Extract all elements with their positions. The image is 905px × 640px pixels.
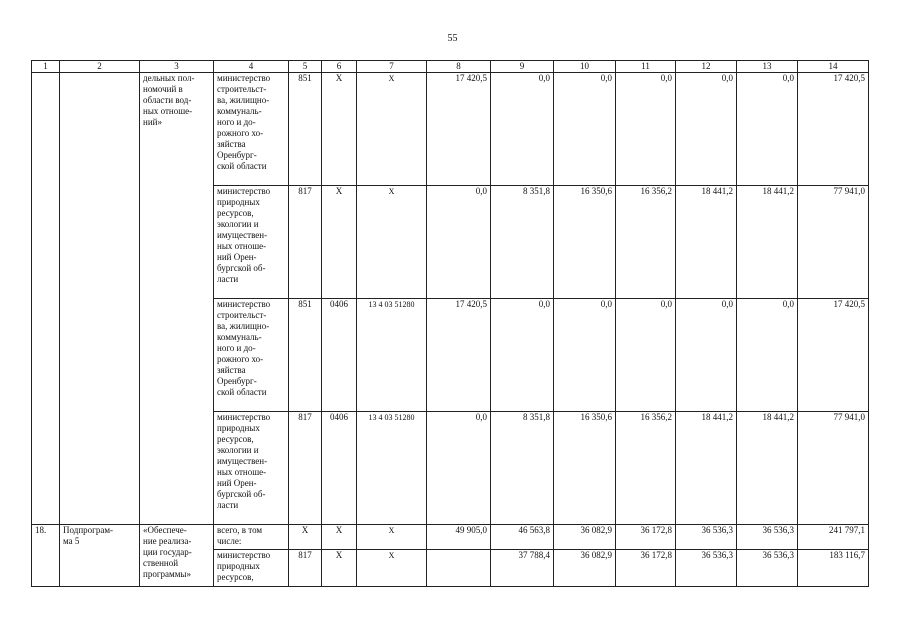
column-number: 8	[427, 61, 491, 73]
cell-v2023: 0,0	[676, 73, 737, 186]
column-number: 6	[322, 61, 357, 73]
cell-num	[32, 73, 60, 525]
column-number: 7	[357, 61, 427, 73]
cell-v2020: 8 351,8	[491, 412, 554, 525]
cell-v2020: 37 788,4	[491, 550, 554, 587]
cell-line: ласти	[217, 274, 239, 284]
cell-line: природных	[217, 561, 260, 571]
cell-line: ние реализа-	[143, 536, 192, 546]
cell-line: области вод-	[143, 95, 192, 105]
cell-v2024: 18 441,2	[737, 186, 798, 299]
cell-csr: 13 4 03 51280	[357, 412, 427, 525]
cell-v2021: 16 350,6	[554, 412, 616, 525]
cell-grbs: 817	[289, 550, 322, 587]
cell-line: бургской об-	[217, 489, 266, 499]
cell-line: ва, жилищно-	[217, 95, 270, 105]
cell-executor	[214, 186, 289, 299]
cell-v2020: 0,0	[491, 73, 554, 186]
cell-v2022: 16 356,2	[616, 412, 676, 525]
cell-v2019: 0,0	[427, 186, 491, 299]
cell-executor	[214, 73, 289, 186]
column-number: 14	[798, 61, 869, 73]
cell-csr: X	[357, 186, 427, 299]
cell-line: ных отноше-	[143, 106, 193, 116]
cell-v2021: 16 350,6	[554, 186, 616, 299]
cell-csr: X	[357, 550, 427, 587]
cell-line: бургской об-	[217, 263, 266, 273]
cell-line: ресурсов,	[217, 572, 254, 582]
cell-v2024: 0,0	[737, 299, 798, 412]
cell-v2020: 46 563,8	[491, 525, 554, 550]
cell-line: ний Орен-	[217, 478, 257, 488]
cell-v2019: 0,0	[427, 412, 491, 525]
cell-line: коммуналь-	[217, 332, 262, 342]
cell-v2022: 0,0	[616, 73, 676, 186]
cell-line: номочий в	[143, 84, 183, 94]
cell-v2024: 18 441,2	[737, 412, 798, 525]
budget-table	[31, 60, 869, 587]
cell-rzpr: X	[322, 550, 357, 587]
column-number: 13	[737, 61, 798, 73]
cell-grbs: X	[289, 525, 322, 550]
cell-v2024: 0,0	[737, 73, 798, 186]
cell-total: 183 116,7	[798, 550, 869, 587]
cell-line: экологии и	[217, 219, 259, 229]
column-number: 5	[289, 61, 322, 73]
cell-v2022: 36 172,8	[616, 550, 676, 587]
cell-v2023: 18 441,2	[676, 186, 737, 299]
table-row	[32, 73, 869, 186]
cell-v2023: 0,0	[676, 299, 737, 412]
cell-line: имуществен-	[217, 456, 268, 466]
cell-v2019: 17 420,5	[427, 299, 491, 412]
cell-line: ных отноше-	[217, 241, 267, 251]
cell-line: числе:	[217, 536, 242, 546]
cell-rzpr: 0406	[322, 412, 357, 525]
cell-line: ного и до-	[217, 117, 256, 127]
cell-grbs: 817	[289, 412, 322, 525]
cell-csr: 13 4 03 51280	[357, 299, 427, 412]
cell-csr: X	[357, 525, 427, 550]
cell-line: ресурсов,	[217, 434, 254, 444]
cell-v2023: 36 536,3	[676, 550, 737, 587]
cell-grbs: 851	[289, 299, 322, 412]
page-number: 55	[447, 33, 458, 44]
column-number: 4	[214, 61, 289, 73]
cell-line: Подпрограм-	[63, 525, 114, 535]
cell-executor	[214, 525, 289, 550]
cell-line: зяйства	[217, 365, 246, 375]
cell-line: министерство	[217, 73, 271, 83]
cell-line: всего, в том	[217, 525, 263, 535]
cell-line: ции государ-	[143, 547, 192, 557]
cell-line: Оренбург-	[217, 376, 257, 386]
cell-line: ственной	[143, 558, 179, 568]
cell-rzpr: 0406	[322, 299, 357, 412]
cell-line: имуществен-	[217, 230, 268, 240]
cell-v2021: 0,0	[554, 299, 616, 412]
cell-total: 17 420,5	[798, 299, 869, 412]
cell-line: Оренбург-	[217, 150, 257, 160]
cell-status	[60, 73, 140, 525]
cell-csr: X	[357, 73, 427, 186]
cell-v2021: 36 082,9	[554, 550, 616, 587]
cell-line: дельных пол-	[143, 73, 195, 83]
cell-line: рожного хо-	[217, 354, 264, 364]
cell-executor	[214, 550, 289, 587]
cell-line: ской области	[217, 161, 267, 171]
column-number: 9	[491, 61, 554, 73]
cell-status	[60, 525, 140, 587]
cell-line: министерство	[217, 550, 271, 560]
column-number: 11	[616, 61, 676, 73]
cell-line: ний Орен-	[217, 252, 257, 262]
cell-name	[140, 73, 214, 525]
column-number: 10	[554, 61, 616, 73]
cell-line: ного и до-	[217, 343, 256, 353]
cell-line: ской области	[217, 387, 267, 397]
cell-grbs: 817	[289, 186, 322, 299]
cell-v2019: 17 420,5	[427, 73, 491, 186]
cell-line: ма 5	[63, 536, 80, 546]
cell-rzpr: X	[322, 186, 357, 299]
cell-v2020: 8 351,8	[491, 186, 554, 299]
cell-v2022: 36 172,8	[616, 525, 676, 550]
cell-v2022: 0,0	[616, 299, 676, 412]
cell-v2023: 36 536,3	[676, 525, 737, 550]
column-number: 1	[32, 61, 60, 73]
cell-line: ний»	[143, 117, 162, 127]
cell-total: 77 941,0	[798, 186, 869, 299]
cell-v2024: 36 536,3	[737, 525, 798, 550]
cell-line: природных	[217, 423, 260, 433]
cell-line: ных отноше-	[217, 467, 267, 477]
cell-line: ресурсов,	[217, 208, 254, 218]
cell-v2020: 0,0	[491, 299, 554, 412]
cell-line: экологии и	[217, 445, 259, 455]
cell-total: 77 941,0	[798, 412, 869, 525]
cell-line: министерство	[217, 186, 271, 196]
cell-grbs: 851	[289, 73, 322, 186]
cell-v2021: 0,0	[554, 73, 616, 186]
column-number-row	[32, 61, 869, 73]
cell-name	[140, 525, 214, 587]
cell-num: 18.	[32, 525, 60, 587]
column-number: 12	[676, 61, 737, 73]
cell-line: «Обеспече-	[143, 525, 187, 535]
cell-executor	[214, 412, 289, 525]
cell-line: министерство	[217, 412, 271, 422]
cell-line: программы»	[143, 569, 191, 579]
cell-line: ласти	[217, 500, 239, 510]
cell-line: строительст-	[217, 310, 267, 320]
column-number: 2	[60, 61, 140, 73]
cell-rzpr: X	[322, 525, 357, 550]
cell-line: природных	[217, 197, 260, 207]
cell-v2021: 36 082,9	[554, 525, 616, 550]
cell-line: коммуналь-	[217, 106, 262, 116]
cell-total: 17 420,5	[798, 73, 869, 186]
cell-v2019	[427, 550, 491, 587]
column-number: 3	[140, 61, 214, 73]
cell-total: 241 797,1	[798, 525, 869, 550]
cell-line: рожного хо-	[217, 128, 264, 138]
cell-rzpr: X	[322, 73, 357, 186]
cell-v2023: 18 441,2	[676, 412, 737, 525]
cell-v2019: 49 905,0	[427, 525, 491, 550]
cell-v2022: 16 356,2	[616, 186, 676, 299]
cell-line: министерство	[217, 299, 271, 309]
table-row	[32, 525, 869, 550]
cell-line: ва, жилищно-	[217, 321, 270, 331]
cell-executor	[214, 299, 289, 412]
cell-line: строительст-	[217, 84, 267, 94]
cell-v2024: 36 536,3	[737, 550, 798, 587]
cell-line: зяйства	[217, 139, 246, 149]
